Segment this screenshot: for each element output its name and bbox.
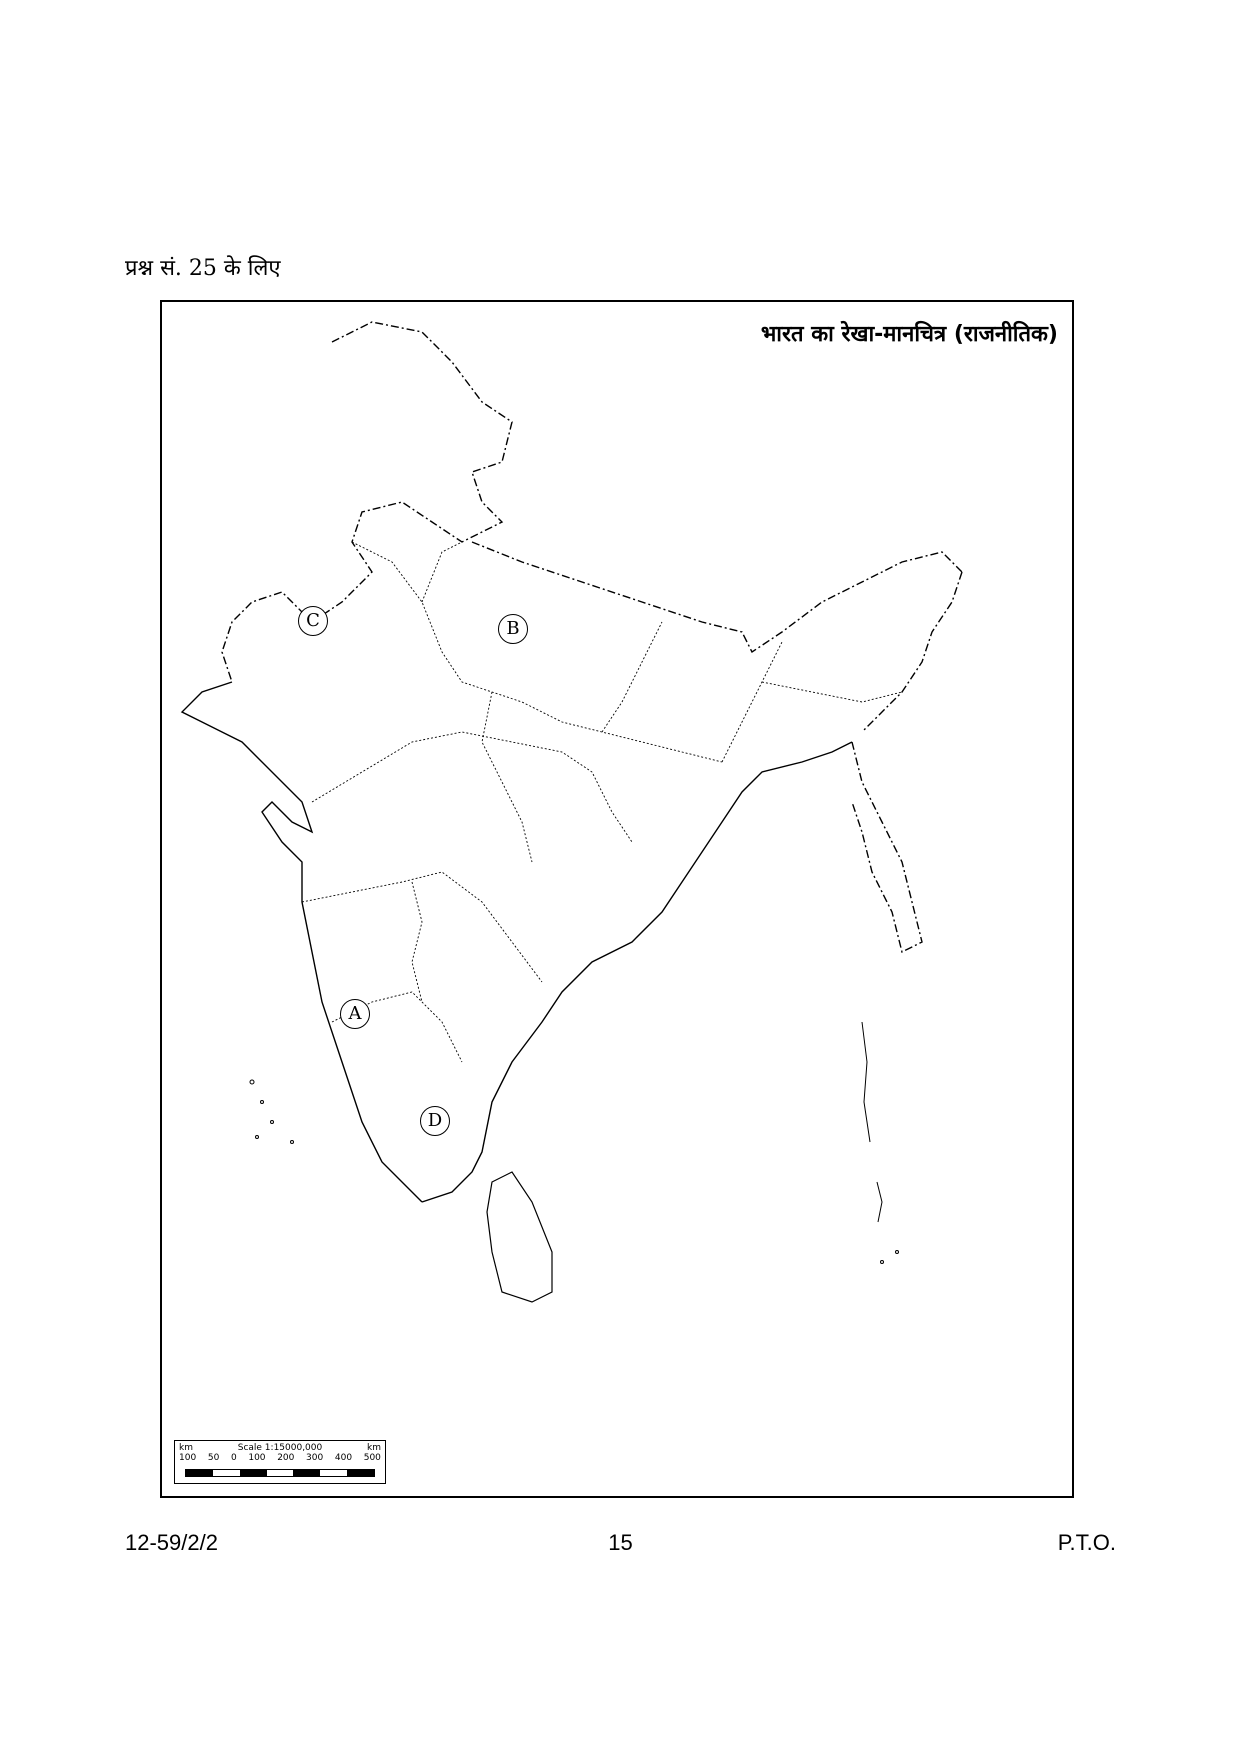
map-marker-a: A xyxy=(340,999,370,1029)
scale-bar xyxy=(185,1469,375,1477)
map-marker-c: C xyxy=(298,606,328,636)
scale-tick: 50 xyxy=(207,1453,220,1463)
sri-lanka xyxy=(487,1172,552,1302)
scale-unit-right: km xyxy=(367,1443,381,1453)
map-scale xyxy=(174,1440,386,1484)
scale-tick: 500 xyxy=(363,1453,381,1463)
scale-title: Scale 1:15000,000 xyxy=(237,1443,323,1453)
map-title: भारत का रेखा-मानचित्र (राजनीतिक) xyxy=(760,322,1058,347)
andaman-nicobar-islands xyxy=(862,1022,899,1264)
page-number: 15 xyxy=(608,1530,633,1555)
scale-tick: 0 xyxy=(230,1453,237,1463)
scale-tick: 300 xyxy=(306,1453,324,1463)
map-marker-d: D xyxy=(420,1106,450,1136)
state-boundaries xyxy=(302,542,902,1062)
scale-tick: 400 xyxy=(334,1453,353,1463)
east-coastline xyxy=(422,742,852,1202)
international-border-east xyxy=(472,542,962,652)
pto-label: P.T.O. xyxy=(1057,1530,1116,1555)
scale-tick: 100 xyxy=(179,1453,197,1463)
international-border-north xyxy=(222,322,512,682)
question-label: प्रश्न सं. 25 के लिए xyxy=(125,256,281,281)
west-coastline xyxy=(182,682,422,1202)
scale-tick: 200 xyxy=(277,1453,295,1463)
map-frame xyxy=(160,300,1074,1498)
northeast-boundary xyxy=(852,572,962,952)
map-marker-b: B xyxy=(498,614,528,644)
lakshadweep-islands xyxy=(250,1080,294,1144)
scale-tick: 100 xyxy=(248,1453,266,1463)
scale-unit-left: km xyxy=(179,1443,193,1453)
paper-code: 12-59/2/2 xyxy=(125,1530,218,1555)
india-outline-map xyxy=(162,302,1072,1496)
